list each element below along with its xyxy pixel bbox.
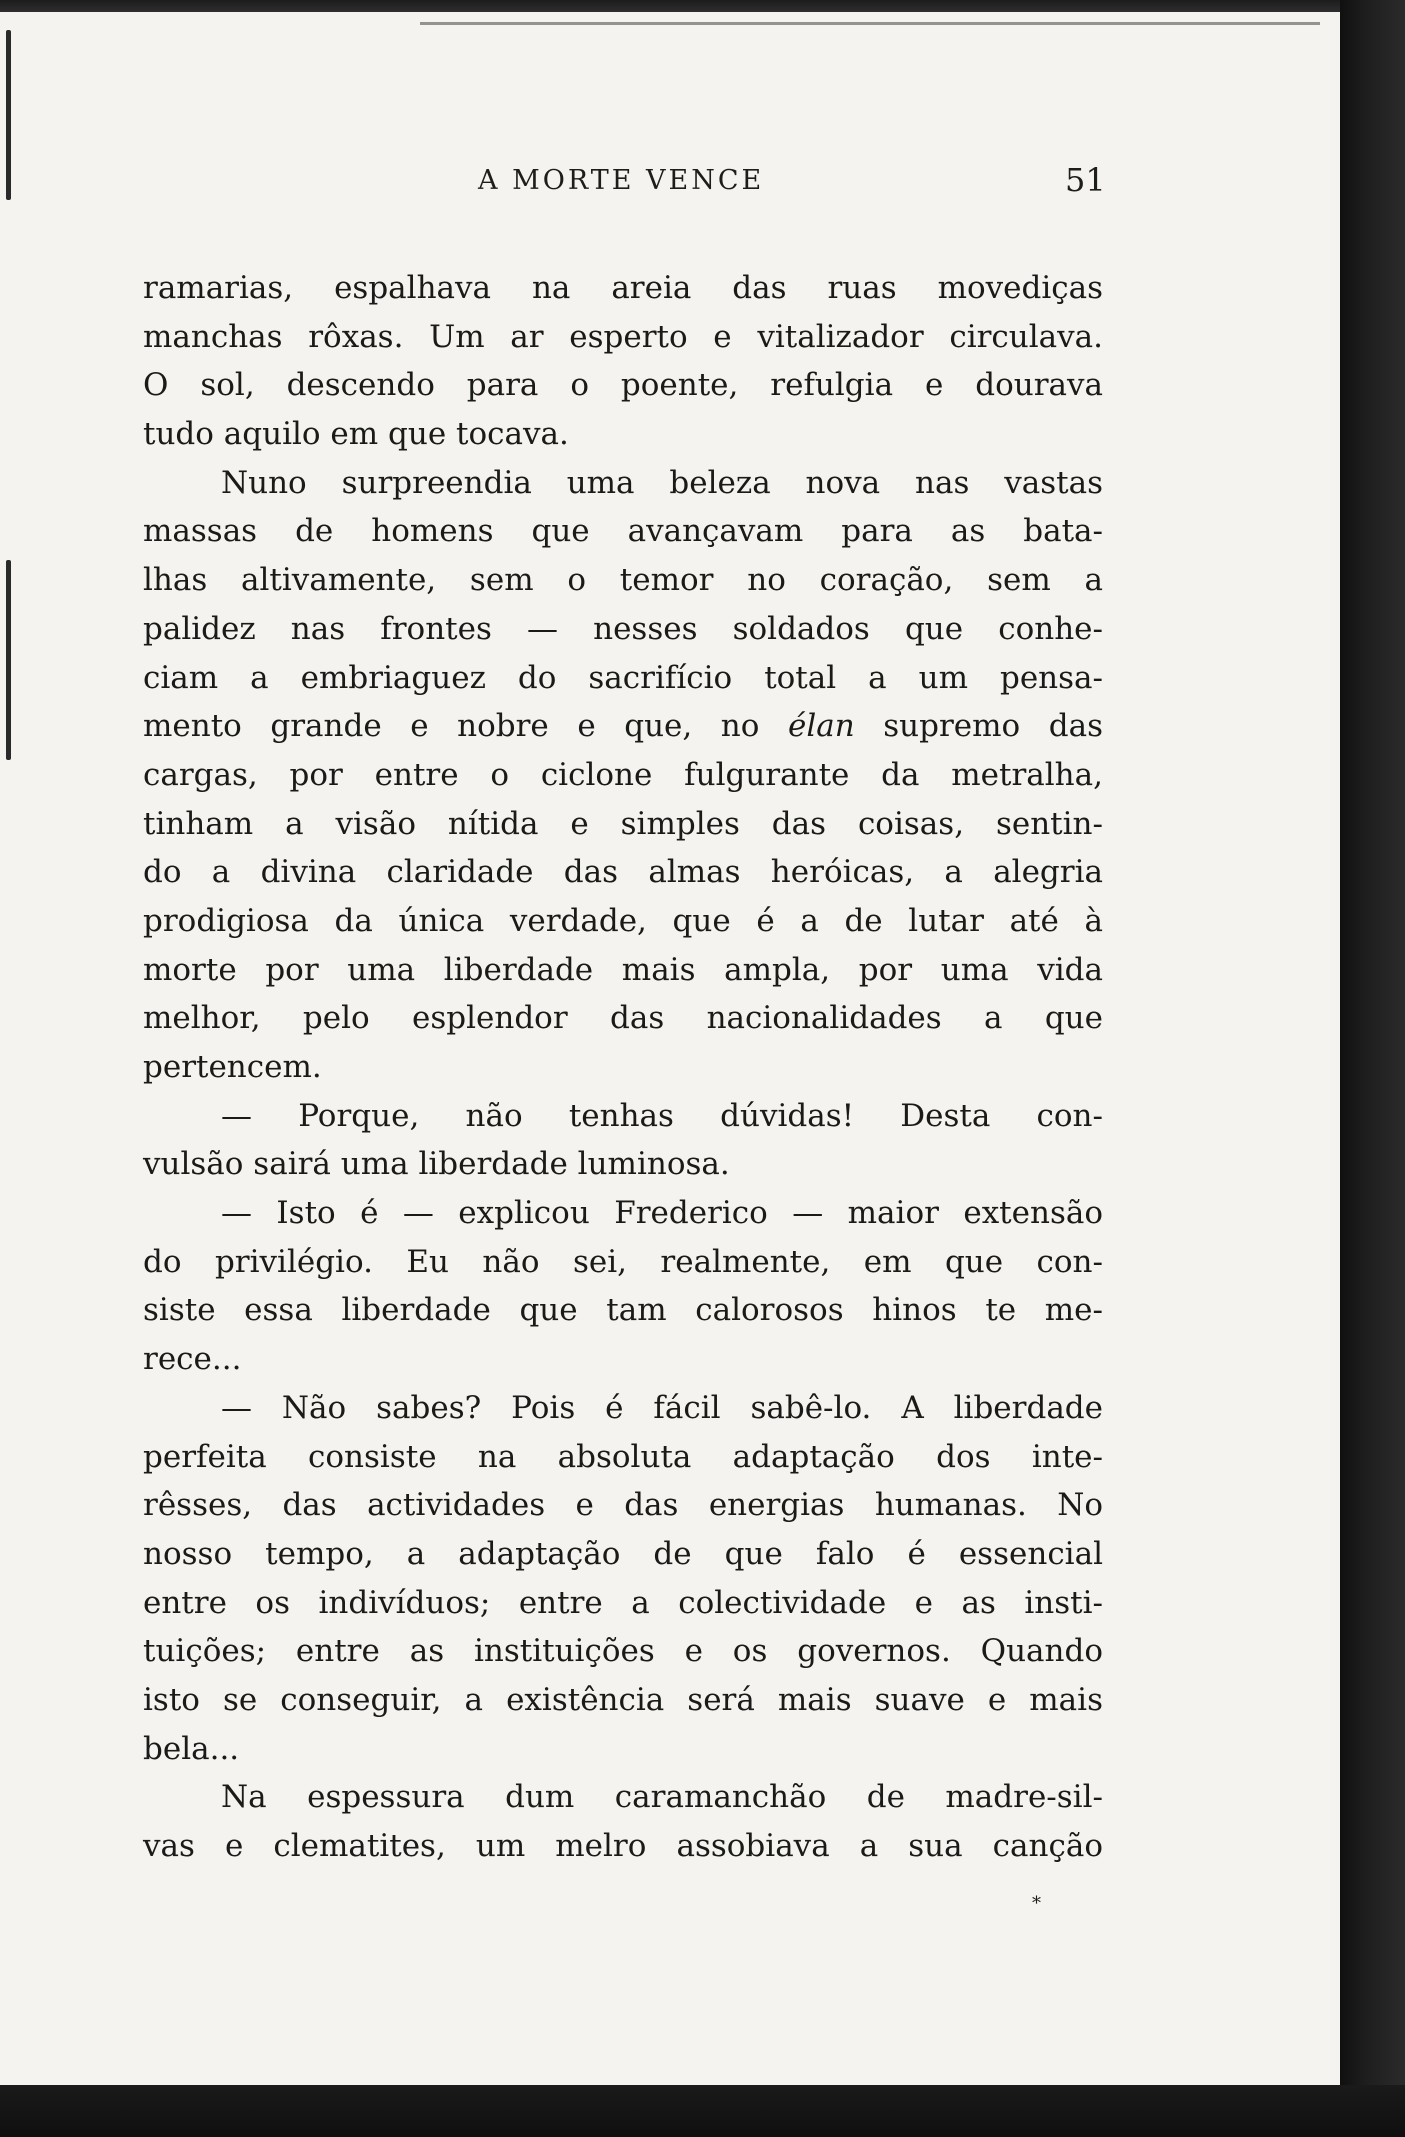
text-line: vulsão sairá uma liberdade luminosa. [143, 1146, 730, 1183]
text-line: tuições; entre as instituições e os governos. Quando [143, 1633, 1103, 1670]
text-line: O sol, descendo para o poente, refulgia e dourava [143, 367, 1103, 404]
text-line: rêsses, das actividades e das energias humanas. No [143, 1487, 1103, 1524]
text-line: perfeita consiste na absoluta adaptação dos inte- [143, 1438, 1103, 1475]
text-line: palidez nas frontes — nesses soldados que conhe- [143, 610, 1103, 647]
text-line: isto se conseguir, a existência será mais suave e mais [143, 1681, 1103, 1718]
text-line: Nuno surpreendia uma beleza nova nas vastas [221, 464, 1103, 501]
text-line: siste essa liberdade que tam calorosos hinos te me- [143, 1292, 1103, 1329]
text-fragment: mento grande e nobre e que, no [143, 708, 788, 745]
text-line: tinham a visão nítida e simples das coisas, sentin- [143, 805, 1103, 842]
text-line: nosso tempo, a adaptação de que falo é essencial [143, 1535, 1103, 1572]
text-line: — Não sabes? Pois é fácil sabê-lo. A liberdade [221, 1389, 1103, 1426]
italic-word: élan [787, 708, 855, 745]
text-line: manchas rôxas. Um ar esperto e vitalizador circulava. [143, 318, 1103, 355]
text-line: Na espessura dum caramanchão de madre-sil- [221, 1779, 1103, 1816]
text-line: vas e clematites, um melro assobiava a sua canção [143, 1828, 1103, 1864]
page-top-rule [420, 22, 1320, 25]
text-line: tudo aquilo em que tocava. [143, 416, 569, 453]
text-line: morte por uma liberdade mais ampla, por uma vida [143, 951, 1103, 988]
text-line: — Isto é — explicou Frederico — maior extensão [221, 1195, 1103, 1232]
running-head [0, 161, 1340, 205]
left-margin-mark [6, 560, 11, 760]
page-number: 51 [1065, 161, 1106, 199]
body-text [143, 264, 1103, 1871]
page-right-edge [1340, 0, 1405, 2137]
text-line: — Porque, não tenhas dúvidas! Desta con- [221, 1097, 1103, 1134]
text-line: massas de homens que avançavam para as bata- [143, 513, 1103, 550]
running-title: A MORTE VENCE [478, 165, 765, 196]
text-line: cargas, por entre o ciclone fulgurante da metralha, [143, 756, 1103, 793]
text-line: ciam a embriaguez do sacrifício total a um pensa- [143, 659, 1103, 696]
text-line: melhor, pelo esplendor das nacionalidades a que [143, 1000, 1103, 1037]
text-line: do privilégio. Eu não sei, realmente, em que con- [143, 1243, 1103, 1280]
signature-mark: * [1032, 1893, 1041, 1914]
text-line: pertencem. [143, 1049, 322, 1085]
text-fragment: supremo das [854, 708, 1103, 745]
text-line: bela... [143, 1730, 240, 1767]
text-line: prodigiosa da única verdade, que é a de lutar até à [143, 902, 1103, 939]
text-line [143, 702, 1103, 751]
text-line: lhas altivamente, sem o temor no coração, sem a [143, 562, 1103, 599]
text-line: ramarias, espalhava na areia das ruas movediças [143, 270, 1103, 306]
text-line: entre os indivíduos; entre a colectividade e as insti- [143, 1584, 1103, 1621]
text-line: rece... [143, 1341, 242, 1378]
text-line: do a divina claridade das almas heróicas, a alegria [143, 854, 1103, 891]
page-top-edge [0, 0, 1340, 12]
page-bottom-edge [0, 2085, 1405, 2137]
